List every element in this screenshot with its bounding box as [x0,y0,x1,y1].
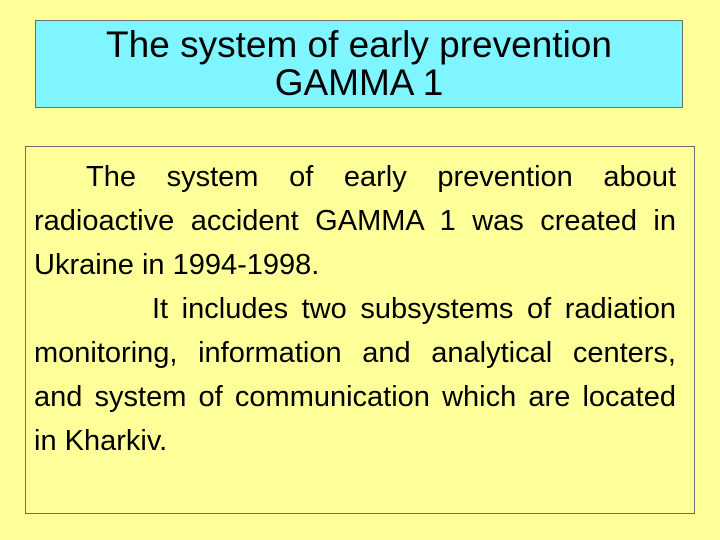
slide-body-box [25,146,695,514]
slide-title-box [35,20,683,108]
body-paragraph-2: It includes two subsystems of radiation monitoring, information and analytical centers, and system of communication which are located in Kharkiv. [34,293,676,457]
slide-title-line-2: GAMMA 1 [274,62,444,103]
body-paragraph-1: The system of early prevention about radioactive accident GAMMA 1 was created in Ukraine in 1994-1998. [34,161,676,281]
slide-title-line-1: The system of early prevention [106,24,612,65]
